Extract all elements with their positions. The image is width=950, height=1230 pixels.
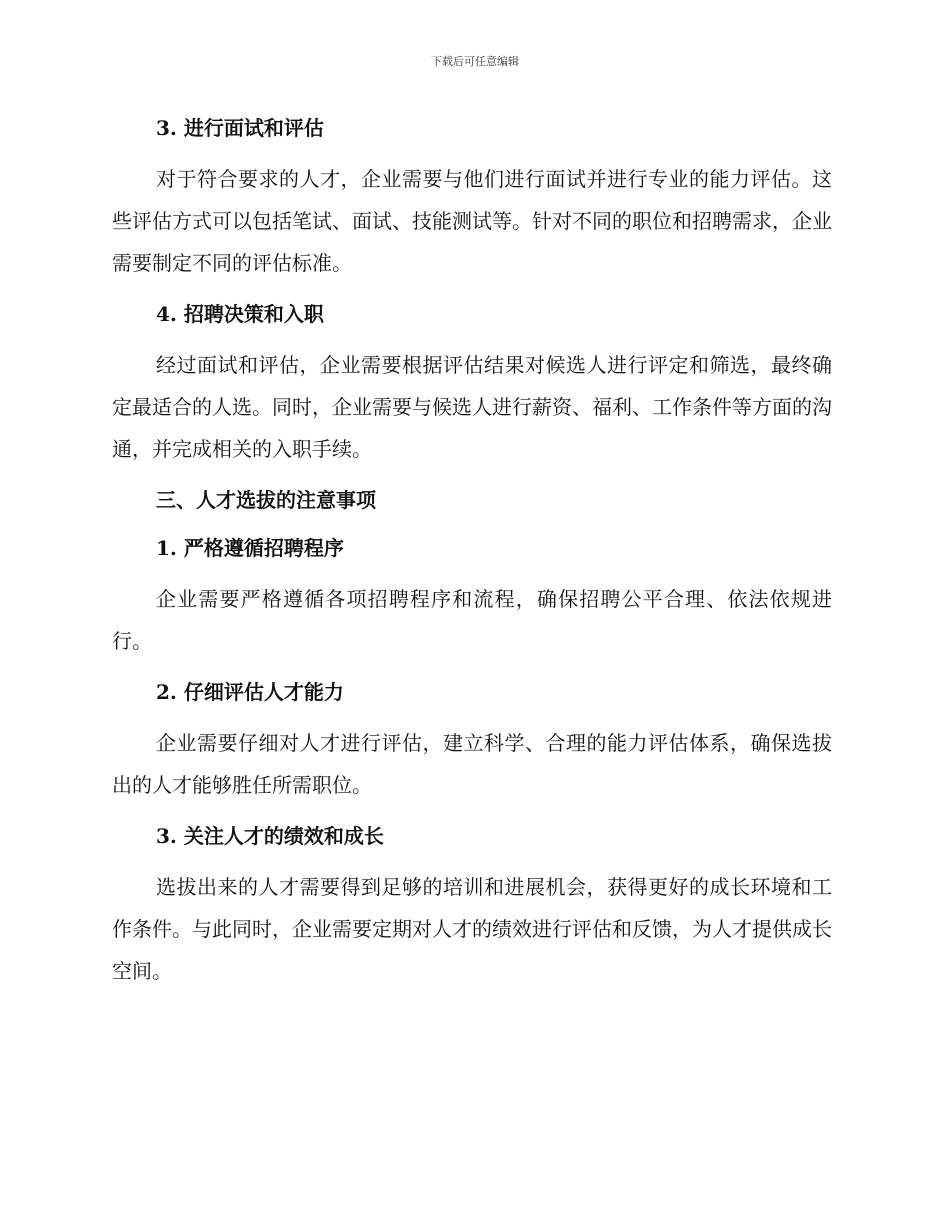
section-heading-interview: 3. 进行面试和评估 xyxy=(156,116,324,140)
section-heading-growth: 3. 关注人才的绩效和成长 xyxy=(156,824,384,848)
paragraph-growth: 选拔出来的人才需要得到足够的培训和进展机会，获得更好的成长环境和工作条件。与此同时，企业需要定期对人才的绩效进行评估和反馈，为人才提供成长空间。 xyxy=(112,875,832,983)
section-heading-decision: 4. 招聘决策和入职 xyxy=(156,302,324,326)
paragraph-procedure: 企业需要严格遵循各项招聘程序和流程，确保招聘公平合理、依法依规进行。 xyxy=(112,587,832,653)
section-heading-ability: 2. 仔细评估人才能力 xyxy=(156,680,344,704)
paragraph-ability: 企业需要仔细对人才进行评估，建立科学、合理的能力评估体系，确保选拔出的人才能够胜任所需职位。 xyxy=(112,731,832,797)
chapter-heading-notes: 三、人才选拔的注意事项 xyxy=(156,488,376,512)
section-heading-procedure: 1. 严格遵循招聘程序 xyxy=(156,536,344,560)
document-body xyxy=(112,110,832,992)
paragraph-interview: 对于符合要求的人才，企业需要与他们进行面试并进行专业的能力评估。这些评估方式可以包括笔试、面试、技能测试等。针对不同的职位和招聘需求，企业需要制定不同的评估标准。 xyxy=(112,167,832,275)
paragraph-decision: 经过面试和评估，企业需要根据评估结果对候选人进行评定和筛选，最终确定最适合的人选。同时，企业需要与候选人进行薪资、福利、工作条件等方面的沟通，并完成相关的入职手续。 xyxy=(112,353,832,461)
page-header: 下载后可任意编辑 xyxy=(431,55,519,68)
